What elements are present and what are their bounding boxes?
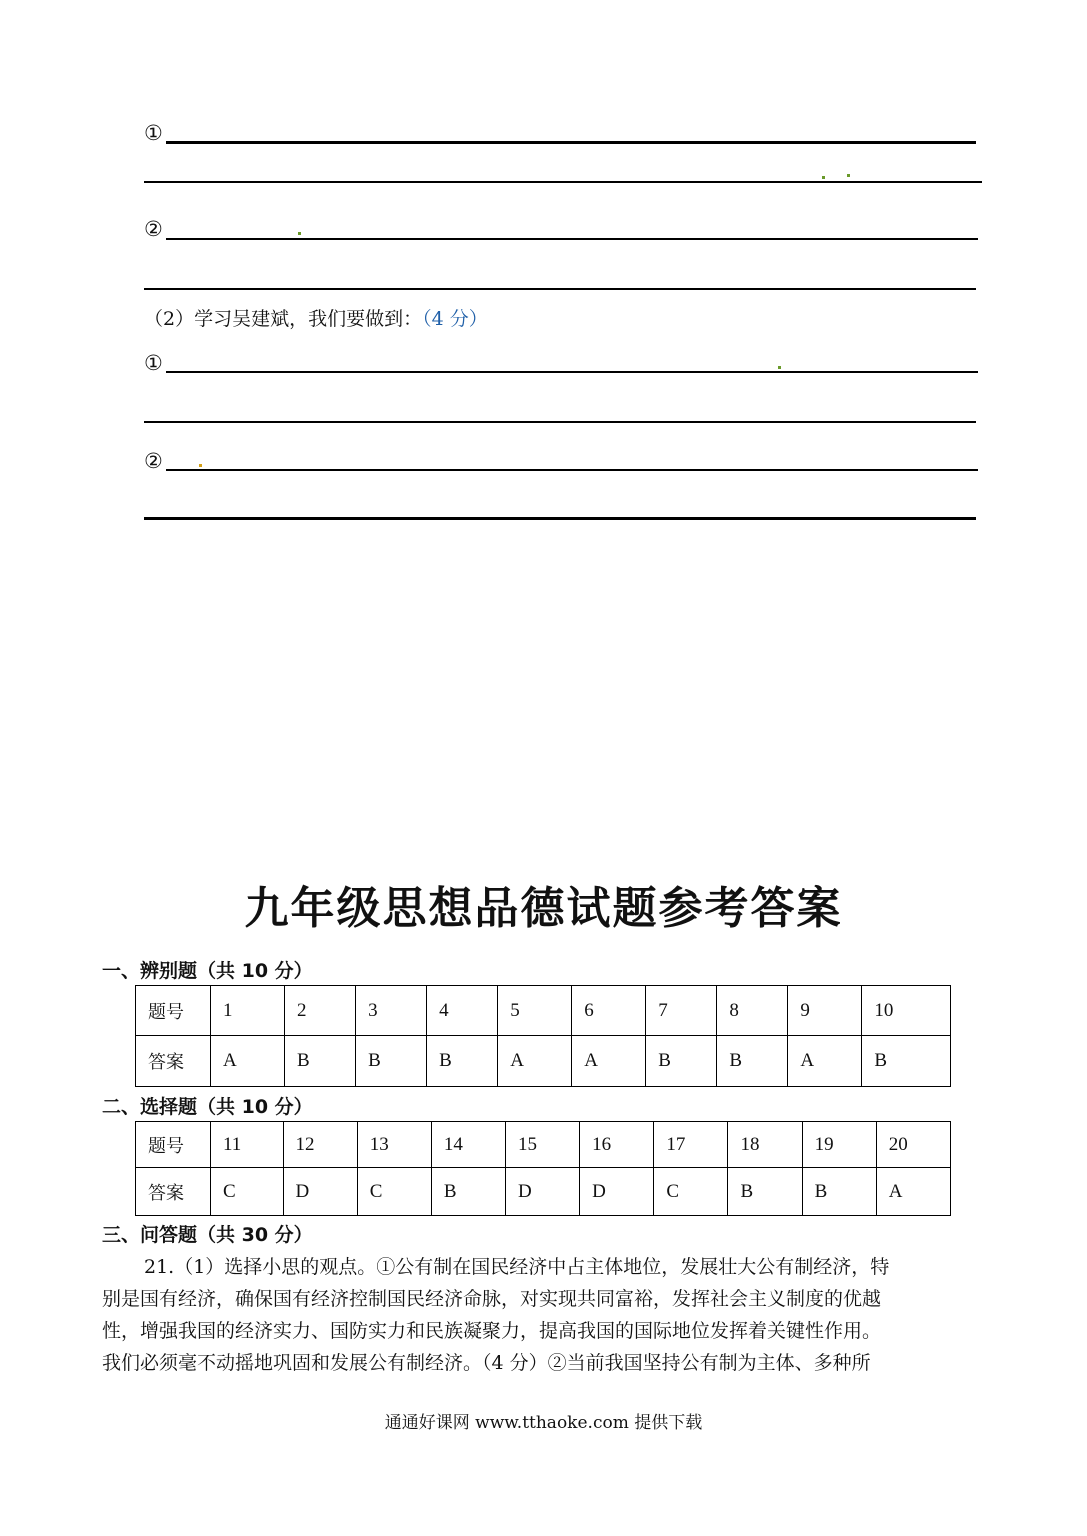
answer-cell: C bbox=[654, 1168, 728, 1216]
answer-key-title: 九年级思想品德试题参考答案 bbox=[244, 883, 843, 934]
page-footer: 通通好课网 www.tthaoke.com 提供下载 bbox=[384, 1413, 703, 1433]
answer-cell: B bbox=[431, 1168, 505, 1216]
answer-cell: B bbox=[356, 1036, 427, 1087]
answer-cell: C bbox=[357, 1168, 431, 1216]
question-number-cell: 2 bbox=[284, 986, 355, 1036]
question-2-score: （4 分） bbox=[422, 308, 488, 330]
question-number-cell: 5 bbox=[498, 986, 572, 1036]
answer-line[interactable] bbox=[144, 421, 976, 423]
answer-line[interactable] bbox=[166, 141, 976, 144]
section-2-heading: 二、选择题（共 10 分） bbox=[102, 1096, 313, 1118]
answer-cell: A bbox=[876, 1168, 950, 1216]
answer-cell: B bbox=[717, 1036, 788, 1087]
section-1-heading: 一、辨别题（共 10 分） bbox=[102, 960, 313, 982]
question-number-cell: 16 bbox=[580, 1122, 654, 1168]
speck-mark bbox=[199, 464, 202, 467]
section-2-table bbox=[135, 1121, 951, 1216]
question-number-cell: 12 bbox=[283, 1122, 357, 1168]
circled-two-marker: ② bbox=[144, 217, 163, 241]
speck-mark bbox=[298, 232, 301, 235]
question-number-cell: 19 bbox=[802, 1122, 876, 1168]
answer-cell: A bbox=[788, 1036, 862, 1087]
answer-cell: D bbox=[580, 1168, 654, 1216]
answer-cell: D bbox=[506, 1168, 580, 1216]
answer-line[interactable] bbox=[144, 517, 976, 520]
answer-line[interactable] bbox=[166, 371, 978, 373]
question-number-cell: 8 bbox=[717, 986, 788, 1036]
table-row-answers bbox=[136, 1168, 951, 1216]
speck-mark bbox=[778, 366, 781, 369]
question-number-cell: 15 bbox=[506, 1122, 580, 1168]
answer-cell: B bbox=[802, 1168, 876, 1216]
table-row-numbers bbox=[136, 1122, 951, 1168]
answer-cell: B bbox=[646, 1036, 717, 1087]
answer-line[interactable] bbox=[166, 469, 978, 471]
answer-line[interactable] bbox=[144, 181, 982, 183]
question-2-prompt bbox=[144, 307, 488, 331]
answer-paragraph-line: 别是国有经济，确保国有经济控制国民经济命脉，对实现共同富裕，发挥社会主义制度的优越 bbox=[102, 1288, 882, 1310]
answer-line[interactable] bbox=[166, 238, 978, 240]
question-number-cell: 14 bbox=[431, 1122, 505, 1168]
question-number-cell: 10 bbox=[862, 986, 951, 1036]
question-number-cell: 11 bbox=[211, 1122, 284, 1168]
row-label-number: 题号 bbox=[136, 1122, 211, 1168]
answer-cell: B bbox=[862, 1036, 951, 1087]
table-row-numbers bbox=[136, 986, 951, 1036]
question-number-cell: 7 bbox=[646, 986, 717, 1036]
question-number-cell: 20 bbox=[876, 1122, 950, 1168]
question-2-text: （2）学习吴建斌，我们要做到： bbox=[144, 308, 423, 330]
circled-one-marker: ① bbox=[144, 121, 163, 145]
speck-mark bbox=[822, 176, 825, 179]
question-number-cell: 3 bbox=[356, 986, 427, 1036]
answer-cell: A bbox=[498, 1036, 572, 1087]
question-number-cell: 9 bbox=[788, 986, 862, 1036]
table-row-answers bbox=[136, 1036, 951, 1087]
question-number-cell: 1 bbox=[211, 986, 285, 1036]
question-number-cell: 4 bbox=[427, 986, 498, 1036]
answer-cell: C bbox=[211, 1168, 284, 1216]
circled-one-marker: ① bbox=[144, 351, 163, 375]
answer-cell: A bbox=[572, 1036, 646, 1087]
section-1-table bbox=[135, 985, 951, 1087]
answer-paragraph-line: 我们必须毫不动摇地巩固和发展公有制经济。（4 分）②当前我国坚持公有制为主体、多种所 bbox=[102, 1352, 871, 1374]
question-number-cell: 13 bbox=[357, 1122, 431, 1168]
row-label-answer: 答案 bbox=[136, 1036, 211, 1087]
question-number-cell: 17 bbox=[654, 1122, 728, 1168]
answer-cell: B bbox=[427, 1036, 498, 1087]
answer-line[interactable] bbox=[144, 288, 976, 290]
answer-cell: A bbox=[211, 1036, 285, 1087]
answer-paragraph-line: 21.（1）选择小思的观点。①公有制在国民经济中占主体地位，发展壮大公有制经济，特 bbox=[144, 1256, 890, 1278]
section-3-heading: 三、问答题（共 30 分） bbox=[102, 1224, 313, 1246]
answer-cell: B bbox=[284, 1036, 355, 1087]
answer-cell: B bbox=[728, 1168, 802, 1216]
question-number-cell: 6 bbox=[572, 986, 646, 1036]
row-label-answer: 答案 bbox=[136, 1168, 211, 1216]
answer-paragraph-line: 性，增强我国的经济实力、国防实力和民族凝聚力，提高我国的国际地位发挥着关键性作用。 bbox=[102, 1320, 882, 1342]
question-number-cell: 18 bbox=[728, 1122, 802, 1168]
row-label-number: 题号 bbox=[136, 986, 211, 1036]
circled-two-marker: ② bbox=[144, 449, 163, 473]
speck-mark bbox=[847, 174, 850, 177]
answer-cell: D bbox=[283, 1168, 357, 1216]
